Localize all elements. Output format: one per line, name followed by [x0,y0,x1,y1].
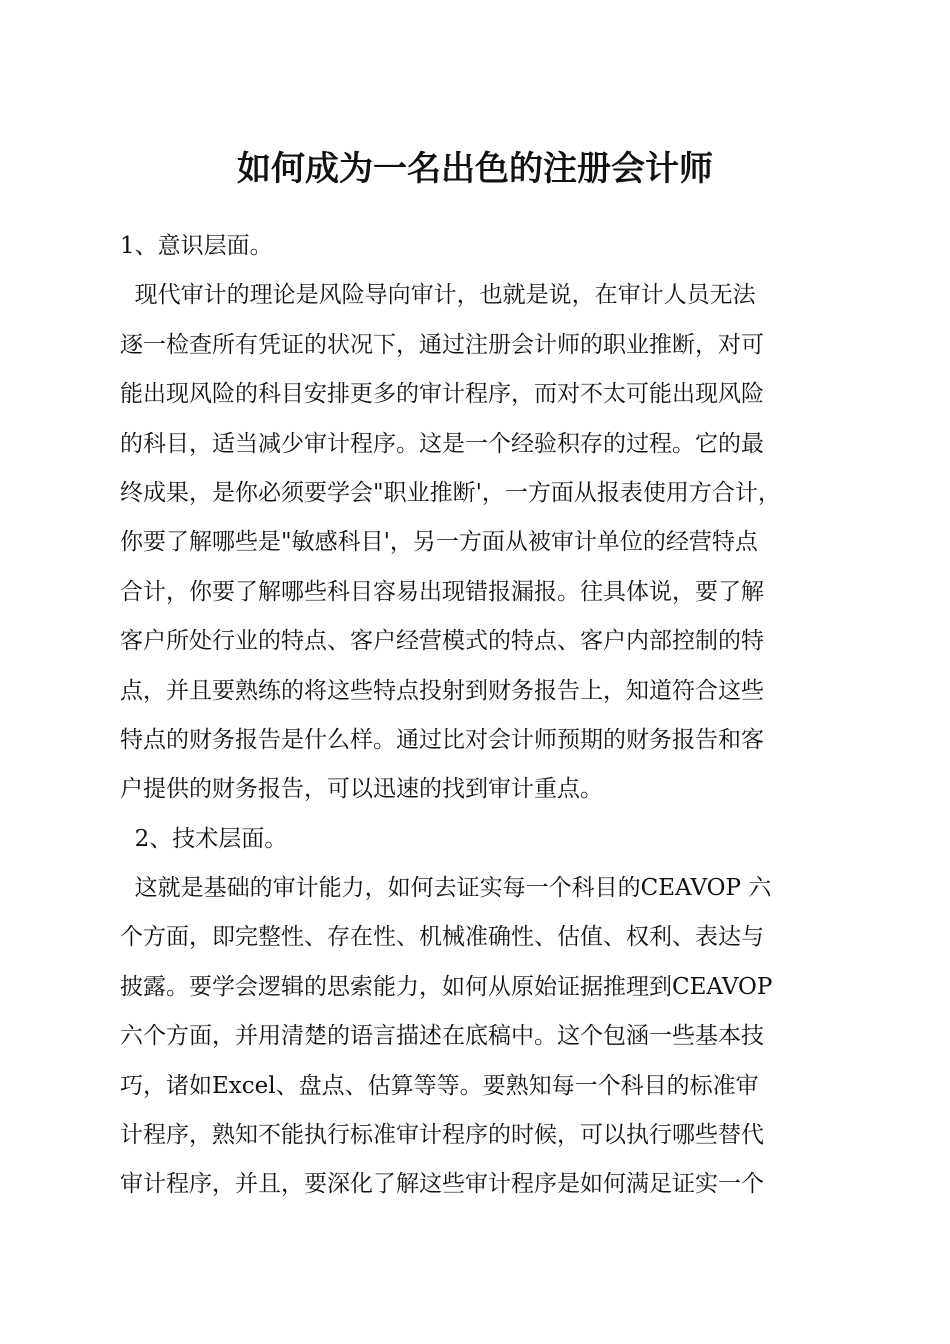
paragraph-line: 能出现风险的科目安排更多的审计程序，而对不太可能出现风险 [120,381,764,408]
paragraph-line: 你要了解哪些是"敏感科目'，另一方面从被审计单位的经营特点 [120,529,758,556]
section-heading-consciousness: 1、意识层面。 [120,233,273,259]
paragraph-line: 特点的财务报告是什么样。通过比对会计师预期的财务报告和客 [120,726,764,753]
paragraph-line: 计程序，熟知不能执行标准审计程序的时候，可以执行哪些替代 [120,1122,764,1149]
document-body [120,222,840,1210]
paragraph-line: 巧，诸如Excel、盘点、估算等等。要熟知每一个科目的标准审 [120,1072,759,1099]
paragraph-line: 终成果，是你必须要学会"职业推断'，一方面从报表使用方合计， [120,479,781,506]
paragraph-line: 审计程序，并且，要深化了解这些审计程序是如何满足证实一个 [120,1171,764,1198]
paragraph-line: 个方面，即完整性、存在性、机械准确性、估值、权利、表达与 [120,924,764,951]
paragraph-line: 点，并且要熟练的将这些特点投射到财务报告上，知道符合这些 [120,677,764,704]
paragraph-line: 的科目，适当减少审计程序。这是一个经验积存的过程。它的最 [120,430,764,457]
paragraph-line: 客户所处行业的特点、客户经营模式的特点、客户内部控制的特 [120,628,764,655]
paragraph-line: 现代审计的理论是风险导向审计，也就是说，在审计人员无法 [120,282,756,309]
document-title: 如何成为一名出色的注册会计师 [237,149,713,189]
paragraph-line: 披露。要学会逻辑的思索能力，如何从原始证据推理到CEAVOP [120,973,773,1000]
paragraph-line: 户提供的财务报告，可以迅速的找到审计重点。 [120,776,603,803]
section-heading-technical: 2、技术层面。 [120,825,288,852]
paragraph-line: 六个方面，并用清楚的语言描述在底稿中。这个包涵一些基本技 [120,1023,764,1050]
paragraph-line: 合计，你要了解哪些科目容易出现错报漏报。往具体说，要了解 [120,578,764,605]
paragraph-line: 逐一检查所有凭证的状况下，通过注册会计师的职业推断，对可 [120,331,764,358]
paragraph-line: 这就是基础的审计能力，如何去证实每一个科目的CEAVOP 六 [120,875,772,902]
